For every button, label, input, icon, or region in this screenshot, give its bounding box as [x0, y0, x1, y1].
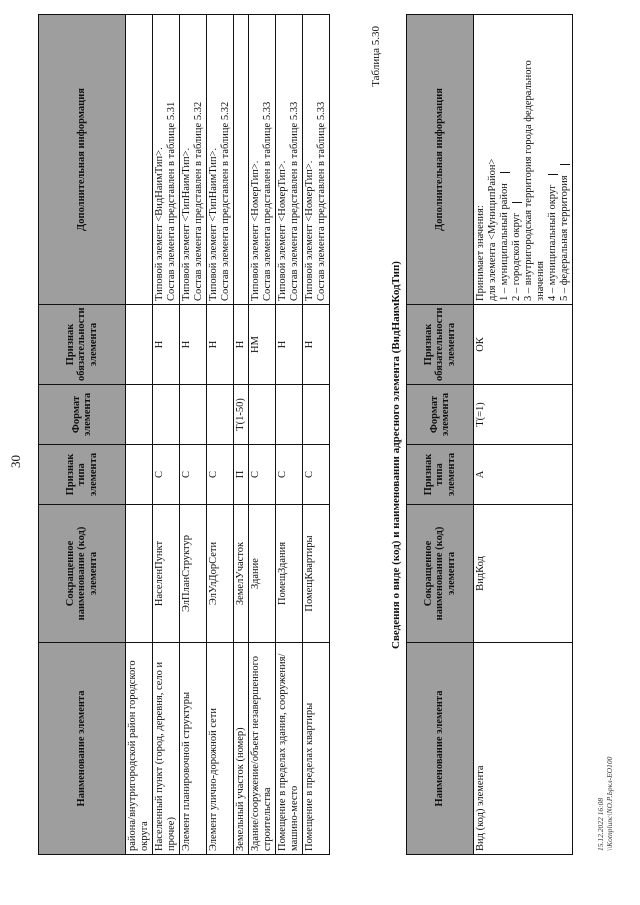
cell-format: Т(=1) [474, 385, 573, 445]
cell-name: Населенный пункт (город, деревня, село и прочее) [153, 643, 180, 855]
header-format: Формат элемента [39, 385, 126, 445]
header-format: Формат элемента [407, 385, 474, 445]
header-required: Признак обязательности элемента [407, 305, 474, 385]
print-stamp [596, 757, 614, 851]
vertical-mark [500, 172, 510, 173]
cell-format [180, 385, 207, 445]
cell-name: Помещение в пределах квартиры [303, 643, 330, 855]
cell-info: Типовой элемент <ВидНаимТип>. Состав элемента представлен в таблице 5.31 [153, 15, 180, 305]
cell-type: С [249, 445, 276, 505]
cell-info: Типовой элемент <НомерТип>. Состав элемента представлен в таблице 5.33 [276, 15, 303, 305]
cell-info: Типовой элемент <ТипНаимТип>. Состав элемента представлен в таблице 5.32 [207, 15, 234, 305]
header-name: Наименование элемента [407, 643, 474, 855]
vertical-mark [548, 174, 558, 175]
cell-req: Н [234, 305, 249, 385]
table-row [234, 15, 249, 855]
table-header-row [407, 15, 474, 855]
page-number: 30 [8, 455, 23, 468]
cell-type: П [234, 445, 249, 505]
cell-format [153, 385, 180, 445]
cell-info [234, 15, 249, 305]
stamp-datetime: 15.12.2022 16:08 [596, 797, 605, 851]
cell-short: ЗемелУчасток [234, 505, 249, 643]
table-row [126, 15, 153, 855]
table-row [276, 15, 303, 855]
cell-short: ЭлУлДорСети [207, 505, 234, 643]
cell-info: Типовой элемент <НомерТип>. Состав элемента представлен в таблице 5.33 [249, 15, 276, 305]
cell-req: Н [153, 305, 180, 385]
cell-short: ПомещЗдания [276, 505, 303, 643]
cell-type: А [474, 445, 573, 505]
cell-req: Н [276, 305, 303, 385]
cell-req: Н [303, 305, 330, 385]
cell-req: Н [207, 305, 234, 385]
stamp-path: \\Kotnplunc\NO.Р.Ьркл-ЕО100 [605, 756, 614, 851]
info-line: Принимает значения: [475, 205, 486, 301]
table-row [474, 15, 573, 855]
cell-short: НаселенПункт [153, 505, 180, 643]
header-type: Признак типа элемента [39, 445, 126, 505]
info-line: 4 – муниципальный округ [547, 18, 559, 301]
info-line: 2 – городской округ [511, 18, 523, 301]
cell-type: С [303, 445, 330, 505]
cell-short [126, 505, 153, 643]
table-row [207, 15, 234, 855]
cell-short: ЭлПланСтруктур [180, 505, 207, 643]
cell-type: С [207, 445, 234, 505]
header-short: Сокращенное наименование (код) элемента [407, 505, 474, 643]
cell-name: Здание/сооружение/объект незавершенного строительства [249, 643, 276, 855]
cell-req [126, 305, 153, 385]
table-row [303, 15, 330, 855]
info-line: 5 – федеральная территория [559, 18, 571, 301]
table-row [180, 15, 207, 855]
cell-format [303, 385, 330, 445]
section-title: Сведения о виде (код) и наименовании адресного элемента (ВидНаимКодТип) [390, 261, 402, 649]
cell-short: Здание [249, 505, 276, 643]
cell-format: Т(1-50) [234, 385, 249, 445]
cell-info [474, 15, 573, 305]
table-number: Таблица 5.30 [370, 26, 382, 87]
cell-name: Элемент планировочной структуры [180, 643, 207, 855]
table-header-row [39, 15, 126, 855]
code-type-table [406, 14, 573, 855]
header-info: Дополнительная информация [39, 15, 126, 305]
cell-type [126, 445, 153, 505]
cell-short: ПомещКвартиры [303, 505, 330, 643]
header-name: Наименование элемента [39, 643, 126, 855]
cell-name: Помещение в пределах здания, сооружения/машино-место [276, 643, 303, 855]
cell-type: С [180, 445, 207, 505]
cell-format [249, 385, 276, 445]
table-row [249, 15, 276, 855]
info-line: 3 – внутригородская территория города федерального значения [523, 60, 546, 301]
cell-format [276, 385, 303, 445]
info-line: для элемента <МуниципРайон> [487, 158, 498, 301]
cell-req: НМ [249, 305, 276, 385]
cell-info: Типовой элемент <ТипНаимТип>. Состав элемента представлен в таблице 5.32 [180, 15, 207, 305]
info-line: 1 – муниципальный район [499, 18, 511, 301]
cell-name: Земельный участок (номер) [234, 643, 249, 855]
header-short: Сокращенное наименование (код) элемента [39, 505, 126, 643]
cell-info [126, 15, 153, 305]
cell-name: района/внутригородской район городского округа [126, 643, 153, 855]
vertical-mark [512, 202, 522, 203]
cell-required: ОК [474, 305, 573, 385]
header-required: Признак обязательности элемента [39, 305, 126, 385]
header-type: Признак типа элемента [407, 445, 474, 505]
cell-type: С [276, 445, 303, 505]
cell-req: Н [180, 305, 207, 385]
cell-name: Элемент улично-дорожной сети [207, 643, 234, 855]
cell-short: ВидКод [474, 505, 573, 643]
cell-format [207, 385, 234, 445]
table-row [153, 15, 180, 855]
cell-info: Типовой элемент <НомерТип>. Состав элемента представлен в таблице 5.33 [303, 15, 330, 305]
cell-name: Вид (код) элемента [474, 643, 573, 855]
elements-table [38, 14, 330, 855]
cell-type: С [153, 445, 180, 505]
header-info: Дополнительная информация [407, 15, 474, 305]
vertical-mark [560, 164, 570, 165]
cell-format [126, 385, 153, 445]
